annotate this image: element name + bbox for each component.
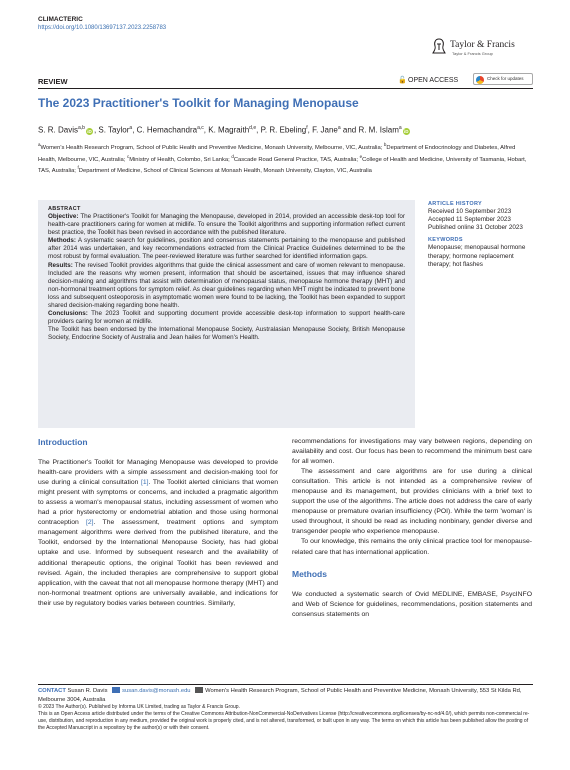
intro-paragraph-2: recommendations for investigations may vary between regions, depending on availability and cost. Our focus has been to recommend the minimum best care for all women. <box>292 438 532 466</box>
journal-name: CLIMACTERIC <box>38 16 83 23</box>
doi-link[interactable]: https://doi.org/10.1080/13697137.2023.2258783 <box>38 25 167 31</box>
email-icon <box>112 687 120 693</box>
received-date: Received 10 September 2023 <box>428 208 512 216</box>
author-name: S. R. Davis <box>38 125 79 135</box>
endorsement-text: The Toolkit has been endorsed by the International Menopause Society, Australasian Menopause Society, British Menopause Society, Endocrine Society of Australia and Jean hailes for Women's Health. <box>48 326 405 342</box>
email-icon <box>195 687 203 693</box>
orcid-icon[interactable]: iD <box>87 128 92 134</box>
abstract-heading: ABSTRACT <box>48 206 81 212</box>
keywords-heading: KEYWORDS <box>428 237 463 244</box>
check-updates-label: Check for updates <box>487 76 524 81</box>
affiliation-text: Cascade Road General Practice, TAS, Australia; <box>233 156 360 163</box>
taylor-francis-logo-icon <box>432 38 446 54</box>
abstract-box <box>38 200 415 428</box>
contact-name: Susan R. Davis <box>67 688 108 694</box>
introduction-heading: Introduction <box>38 437 88 447</box>
published-date: Published online 31 October 2023 <box>428 224 523 232</box>
author-name: F. Jane <box>312 125 338 135</box>
abstract-body <box>48 213 405 343</box>
objective-text: The Practitioner's Toolkit for Managing the Menopause, developed in 2014, provided an accessible desk-top tool for health-care practitioners caring for women at midlife. To ensure the Toolkit algorithms and supporting information reflect current best practice, the Toolkit has been revised in accordance with the published literature. <box>48 213 405 237</box>
conclusions-text: The 2023 Toolkit and supporting document provide accessible desk-top information to support health-care providers caring for women at midlife. <box>48 310 406 326</box>
copyright-line: © 2023 The Author(s). Published by Informa UK Limited, trading as Taylor & Francis Group. <box>38 704 240 710</box>
article-title: The 2023 Practitioner's Toolkit for Managing Menopause <box>38 96 359 110</box>
results-text: The revised Toolkit provides algorithms that guide the clinical assessment and care of women relevant to menopause. Included are the reasons why women present, information that should be ascertained, issues that may influence shared decision-making and algorithms that assist with determination of menopausal status, menopause hormone therapy (MHT) and non-hormonal treatment options for symptom relief. As clear guidelines regarding when MHT might be indicated to prevent bone loss and subsequent osteoporosis in asymptomatic women were found to be lacking, the Toolkit has been expanded to support shared decision-making regarding bone health. <box>48 261 406 310</box>
intro-paragraph-1 <box>38 458 278 609</box>
author-affiliation-sup: a,c <box>197 125 204 131</box>
methods-paragraph-1: We conducted a systematic search of Ovid MEDLINE, EMBASE, PsycINFO and Web of Science for guidelines, recommendations, position statements and consensus statements on <box>292 590 532 618</box>
intro-text-b: . The Toolkit alerted clinicians that women might present with symptoms or concerns, and included a pragmatic algorithm to assess a woman's menopausal status, including assessment of women who had a prior hysterectomy or endometrial ablation and those using hormonal contraception <box>38 479 279 527</box>
results-label: Results: <box>48 261 73 269</box>
author-list: S. R. Davis$^{a,b}$iD , S. Taylor$^a$, C. Hemachandra$^{a,c}$, K. Magraith$^{d,e}$, P. R. Ebeling$^f$, F. Jane$^a$ and R. M. Islam$^a$iD <box>38 125 409 135</box>
intro-text-a: The Practitioner's Toolkit for Managing Menopause was developed to provide health-care providers with a simple assessment and decision-making tool for use during a clinical consultation <box>38 459 278 487</box>
open-access-lock-icon: 🔓 <box>398 77 407 84</box>
license-text: This is an Open Access article distributed under the terms of the Creative Commons Attribution-NonCommercial-NoDerivatives License (http://creativecommons.org/licenses/by-nc-nd/4.0/), which permits non-commercial re-use, distribution, and reproduction in any medium, provided the original work is properly cited, and is not altered, transformed, or built upon in any way. The terms on which this article has been published allow the posting of the Accepted Manuscript in a repository by the author(s) or with their consent. <box>38 711 530 731</box>
contact-label: CONTACT <box>38 688 66 694</box>
keywords-text: Menopause; menopausal hormone therapy; hormone replacement therapy; hot flashes <box>428 244 526 268</box>
author-name: S. Taylor <box>98 125 130 135</box>
orcid-icon[interactable]: iD <box>403 128 409 134</box>
history-heading: ARTICLE HISTORY <box>428 201 483 207</box>
article-type: REVIEW <box>38 77 68 86</box>
contact-address: Women's Health Research Program, School of Public Health and Preventive Medicine, Monash University, 553 St Kilda Rd, Melbourne 3004, Australia <box>38 688 522 703</box>
contact-info <box>38 687 533 704</box>
citation-2[interactable]: [2] <box>86 519 94 527</box>
conclusions-label: Conclusions: <box>48 310 88 318</box>
publisher-group: Taylor & Francis Group <box>452 51 493 56</box>
affiliation-sup: a <box>38 142 41 147</box>
article-sidebar <box>428 200 533 269</box>
author-affiliation-sup: a <box>398 125 402 131</box>
open-access-label: OPEN ACCESS <box>408 77 459 84</box>
methods-text: A systematic search for guidelines, position and consensus statements pertaining to the menopause and published after 2014 was undertaken, and key recommendations extracted from the Clinical Practice Guidelines determined to be the most robust by formal evaluation. The peer-reviewed literature was further searched for identified information gaps. <box>48 237 405 261</box>
author-name: P. R. Ebeling <box>260 125 307 135</box>
affiliation-text: Department of Medicine, School of Clinical Sciences at Monash Health, Monash University, Clayton, VIC, Australia <box>78 167 372 174</box>
affiliation-sup: f <box>77 165 79 171</box>
affiliation-sup: d <box>231 153 234 159</box>
intro-paragraph-4: To our knowledge, this remains the only clinical practice tool for menopause-related care that has international application. <box>292 538 532 556</box>
author-name: C. Hemachandra <box>136 125 198 135</box>
author-affiliation-sup: d,e <box>249 125 257 131</box>
intro-text-c: . The assessment, treatment options and symptom management algorithms were derived from the published literature, and the Toolkit, endorsed by the International Menopause Society, has had global uptake and use. Informed by subsequent research and the availability of additional therapeutic options, the original Toolkit has been reviewed and revised. Again, the included therapies are comprehensive to support global application, with the caveat that not all menopause hormone therapy (MHT) and non-hormonal treatment options are universally available, and indications for their use by regulatory bodies varies between countries. Similarly, <box>38 519 278 607</box>
affiliation-sup: c <box>126 153 130 159</box>
contact-email-link[interactable]: susan.davis@monash.edu <box>122 688 191 694</box>
check-updates-button[interactable] <box>473 73 533 85</box>
affiliation-text: Ministry of Health, Colombo, Sri Lanka; <box>129 156 232 163</box>
author-name: R. M. Islam <box>358 125 399 135</box>
body-column-left <box>38 437 278 609</box>
affiliation-text: Department of Endocrinology and Diabetes, Alfred Health, Melbourne, VIC, Australia; <box>38 144 516 163</box>
author-affiliation-sup: a,b <box>78 125 85 131</box>
author-affiliation-sup: a <box>337 125 341 131</box>
citation-1[interactable]: [1] <box>141 479 149 487</box>
affiliation-sup: b <box>383 142 387 147</box>
footer-divider <box>38 684 533 685</box>
header-divider <box>38 88 533 89</box>
accepted-date: Accepted 11 September 2023 <box>428 216 511 224</box>
copyright-notice <box>38 704 533 732</box>
affiliation-sup: e <box>359 153 363 159</box>
body-column-right <box>292 437 532 620</box>
methods-label: Methods: <box>48 237 76 245</box>
author-affiliation-sup: f <box>306 125 308 131</box>
author-affiliation-sup: a <box>129 125 133 131</box>
affiliation-text: College of Health and Medicine, University of Tasmania, Hobart, TAS, Australia; <box>38 156 527 174</box>
affiliations <box>38 141 533 176</box>
check-updates-icon <box>476 76 484 84</box>
methods-heading: Methods <box>292 568 327 579</box>
publisher-name: Taylor & Francis <box>450 40 515 50</box>
author-name: K. Magraith <box>208 125 250 135</box>
affiliation-text: Women's Health Research Program, School of Public Health and Preventive Medicine, Monash University, Melbourne, VIC, Australia; <box>40 144 384 151</box>
objective-label: Objective: <box>48 213 79 220</box>
intro-paragraph-3: The assessment and care algorithms are for use during a clinical consultation. This article is not intended as a comprehensive review of menopause and its management, but provides clinicians with a brief text to support the use of the algorithms. The article does not address the care of early menopause or premature ovarian insufficiency (POI). While the term 'woman' is used throughout, it should be read as including nonbinary, gender diverse and transgender people who experience menopause. <box>292 468 532 536</box>
